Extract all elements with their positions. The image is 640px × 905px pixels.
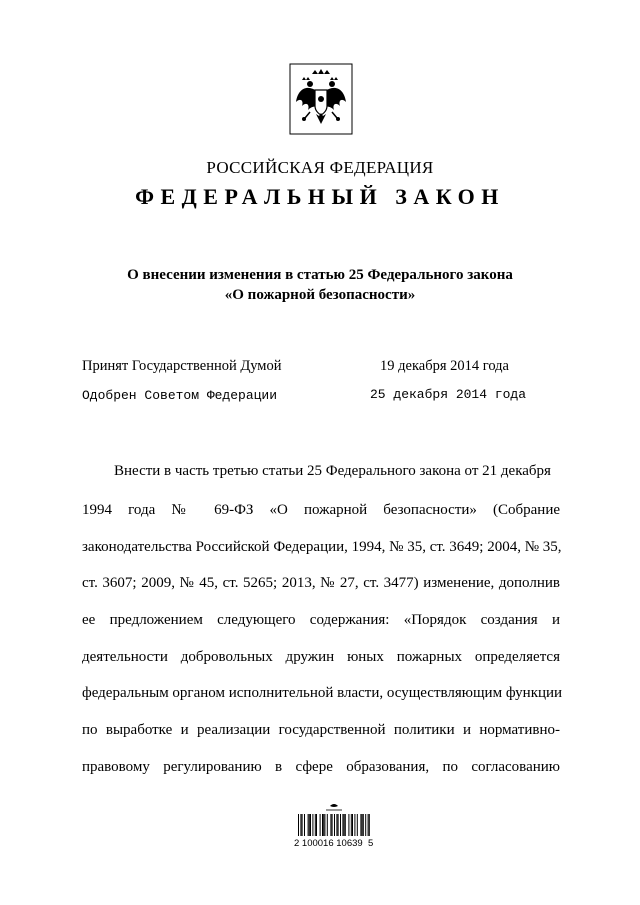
- barcode: [296, 802, 376, 860]
- duma-adoption-date: 19 декабря 2014 года: [380, 358, 509, 374]
- body-line: деятельности добровольных дружин юных пожарных определяется: [82, 649, 560, 665]
- coat-of-arms-icon: [288, 62, 354, 136]
- law-title: [60, 265, 580, 305]
- body-line: правовому регулированию в сфере образования, по согласованию: [82, 759, 560, 775]
- duma-adoption-label: Принят Государственной Думой: [82, 358, 282, 374]
- body-line: Внести в часть третью статьи 25 Федерального закона от 21 декабря: [114, 463, 551, 479]
- body-line: 1994 года № 69-ФЗ «О пожарной безопасности» (Собрание: [82, 502, 560, 518]
- body-line: законодательства Российской Федерации, 1994, № 35, ст. 3649; 2004, № 35,: [82, 539, 562, 555]
- body-line: по выработке и реализации государственной политики и нормативно-: [82, 722, 560, 738]
- law-title-line: О внесении изменения в статью 25 Федерального закона: [127, 267, 513, 283]
- barcode-number: 2 100016 10639 5: [294, 838, 374, 849]
- body-line: ее предложением следующего содержания: «Порядок создания и: [82, 612, 560, 628]
- country-heading: РОССИЙСКАЯ ФЕДЕРАЦИЯ: [206, 158, 434, 177]
- barcode-bars: [296, 802, 376, 838]
- body-line: ст. 3607; 2009, № 45, ст. 5265; 2013, № 27, ст. 3477) изменение, дополнив: [82, 575, 560, 591]
- law-title-line: «О пожарной безопасности»: [224, 287, 416, 303]
- council-approval-label: Одобрен Советом Федерации: [82, 388, 278, 403]
- body-line: федеральным органом исполнительной власти, осуществляющим функции: [82, 685, 563, 701]
- council-approval-date: 25 декабря 2014 года: [370, 387, 527, 402]
- document-type-heading: ФЕДЕРАЛЬНЫЙ ЗАКОН: [135, 184, 505, 209]
